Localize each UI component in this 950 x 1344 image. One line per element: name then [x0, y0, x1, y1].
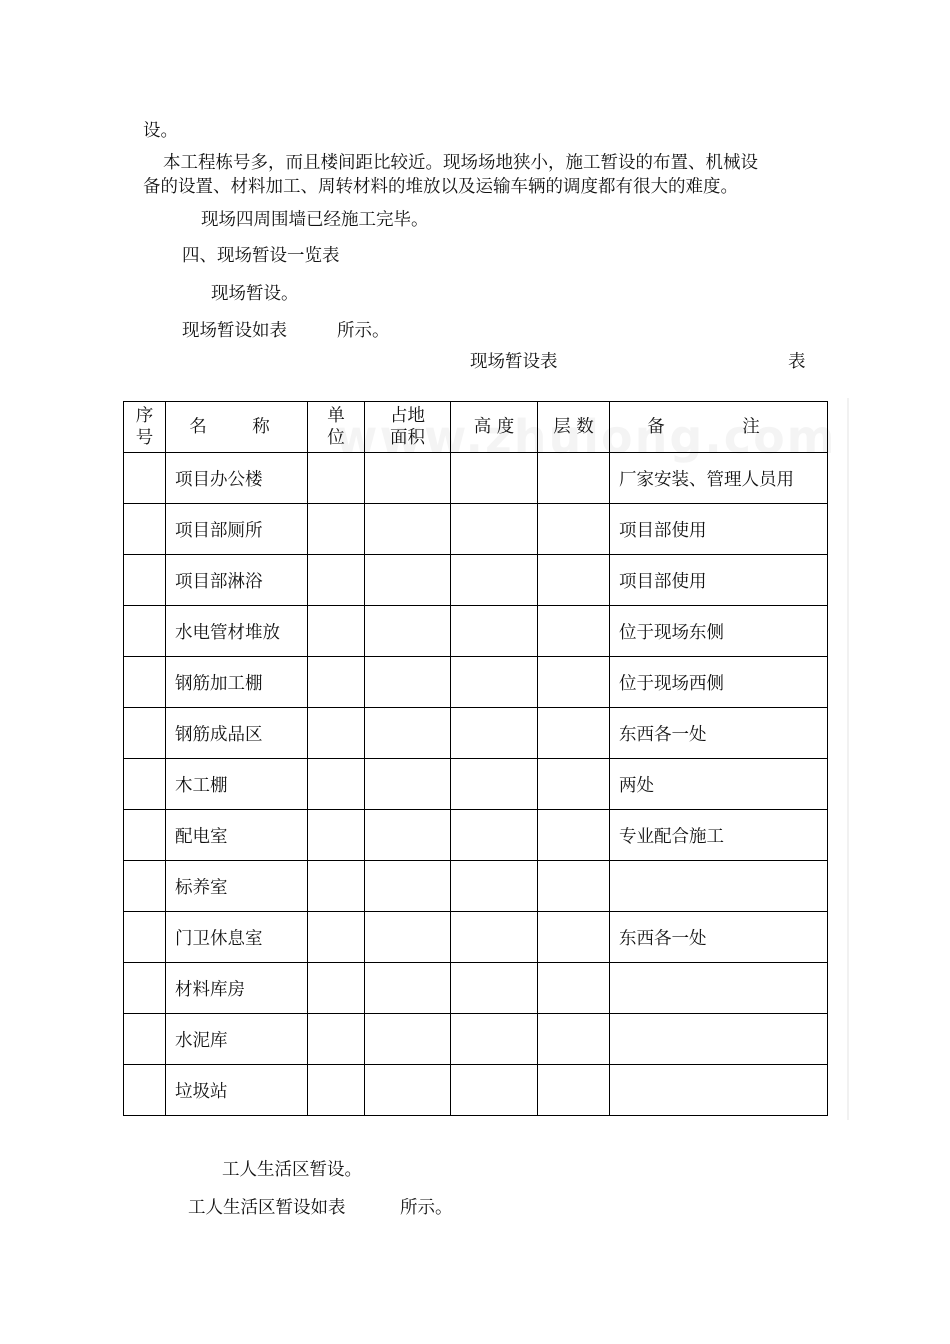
height-cell: [451, 606, 538, 657]
unit-cell: [308, 1014, 365, 1065]
name-cell: 标养室: [166, 861, 308, 912]
table-row: [124, 963, 828, 1014]
unit-cell: [308, 606, 365, 657]
seq-cell: [124, 708, 166, 759]
area-cell: [365, 555, 451, 606]
table-row: [124, 810, 828, 861]
table-row: [124, 504, 828, 555]
unit-cell: [308, 810, 365, 861]
area-cell: [365, 759, 451, 810]
height-cell: [451, 504, 538, 555]
remark-cell: 厂家安装、管理人员用: [610, 453, 828, 504]
unit-cell: [308, 861, 365, 912]
height-cell: [451, 963, 538, 1014]
table-header-row: [124, 402, 828, 453]
name-cell: 材料库房: [166, 963, 308, 1014]
floors-cell: [538, 759, 610, 810]
height-cell: [451, 1065, 538, 1116]
margin-line: [847, 398, 849, 1120]
unit-cell: [308, 708, 365, 759]
area-cell: [365, 963, 451, 1014]
name-cell: 水泥库: [166, 1014, 308, 1065]
section-heading: 四、现场暂设一览表: [182, 246, 340, 266]
name-cell: 垃圾站: [166, 1065, 308, 1116]
area-cell: [365, 861, 451, 912]
table-caption: 现场暂设表: [470, 352, 558, 372]
unit-cell: [308, 912, 365, 963]
seq-cell: [124, 1065, 166, 1116]
area-cell: [365, 453, 451, 504]
name-cell: 水电管材堆放: [166, 606, 308, 657]
table-row: [124, 912, 828, 963]
name-cell: 项目办公楼: [166, 453, 308, 504]
paragraph: 工人生活区暂设。: [222, 1160, 362, 1180]
unit-cell: [308, 1065, 365, 1116]
seq-cell: [124, 1014, 166, 1065]
floors-cell: [538, 606, 610, 657]
name-cell: 木工棚: [166, 759, 308, 810]
name-cell: 钢筋加工棚: [166, 657, 308, 708]
area-cell: [365, 657, 451, 708]
floors-cell: [538, 912, 610, 963]
area-cell: [365, 1065, 451, 1116]
height-cell: [451, 810, 538, 861]
header-remark: 备 注: [610, 402, 828, 453]
height-cell: [451, 657, 538, 708]
paragraph: 现场四周围墙已经施工完毕。: [201, 210, 429, 230]
seq-cell: [124, 504, 166, 555]
name-cell: 项目部淋浴: [166, 555, 308, 606]
seq-cell: [124, 657, 166, 708]
table-row: [124, 861, 828, 912]
paragraph-line: 本工程栋号多，而且楼间距比较近。现场场地狭小，施工暂设的布置、机械设: [163, 153, 758, 173]
floors-cell: [538, 708, 610, 759]
area-cell: [365, 912, 451, 963]
paragraph: 现场暂设。: [211, 284, 299, 304]
remark-cell: [610, 1014, 828, 1065]
paragraph-ref-tail: 所示。: [337, 321, 390, 341]
floors-cell: [538, 1065, 610, 1116]
remark-cell: [610, 963, 828, 1014]
unit-cell: [308, 657, 365, 708]
header-seq: 序 号: [124, 402, 166, 453]
remark-cell: 两处: [610, 759, 828, 810]
paragraph-line: 备的设置、材料加工、周转材料的堆放以及运输车辆的调度都有很大的难度。: [143, 177, 738, 197]
remark-cell: 位于现场东侧: [610, 606, 828, 657]
site-facilities-table: [123, 401, 828, 1116]
remark-cell: 专业配合施工: [610, 810, 828, 861]
table-row: [124, 708, 828, 759]
floors-cell: [538, 810, 610, 861]
table-row: [124, 1065, 828, 1116]
unit-cell: [308, 759, 365, 810]
table-row: [124, 759, 828, 810]
table-row: [124, 657, 828, 708]
height-cell: [451, 453, 538, 504]
paragraph-ref-tail: 所示。: [400, 1198, 453, 1218]
unit-cell: [308, 504, 365, 555]
seq-cell: [124, 810, 166, 861]
seq-cell: [124, 759, 166, 810]
area-cell: [365, 1014, 451, 1065]
name-cell: 项目部厕所: [166, 504, 308, 555]
seq-cell: [124, 963, 166, 1014]
paragraph-ref-text: 现场暂设如表: [182, 321, 287, 341]
height-cell: [451, 912, 538, 963]
paragraph-ref-text: 工人生活区暂设如表: [188, 1198, 346, 1218]
height-cell: [451, 861, 538, 912]
unit-cell: [308, 453, 365, 504]
unit-cell: [308, 555, 365, 606]
name-cell: 配电室: [166, 810, 308, 861]
seq-cell: [124, 912, 166, 963]
remark-cell: [610, 861, 828, 912]
seq-cell: [124, 861, 166, 912]
header-floors: 层 数: [538, 402, 610, 453]
seq-cell: [124, 453, 166, 504]
floors-cell: [538, 504, 610, 555]
height-cell: [451, 708, 538, 759]
table-row: [124, 453, 828, 504]
floors-cell: [538, 861, 610, 912]
name-cell: 门卫休息室: [166, 912, 308, 963]
remark-cell: 东西各一处: [610, 708, 828, 759]
height-cell: [451, 759, 538, 810]
remark-cell: 东西各一处: [610, 912, 828, 963]
header-name: 名 称: [166, 402, 308, 453]
table-row: [124, 606, 828, 657]
unit-cell: [308, 963, 365, 1014]
remark-cell: 位于现场西侧: [610, 657, 828, 708]
floors-cell: [538, 555, 610, 606]
remark-cell: 项目部使用: [610, 555, 828, 606]
area-cell: [365, 504, 451, 555]
table-row: [124, 555, 828, 606]
table-caption-label: 表: [788, 352, 806, 372]
header-area: 占地 面积: [365, 402, 451, 453]
floors-cell: [538, 1014, 610, 1065]
remark-cell: 项目部使用: [610, 504, 828, 555]
remark-cell: [610, 1065, 828, 1116]
area-cell: [365, 810, 451, 861]
seq-cell: [124, 555, 166, 606]
header-height: 高 度: [451, 402, 538, 453]
area-cell: [365, 708, 451, 759]
seq-cell: [124, 606, 166, 657]
floors-cell: [538, 657, 610, 708]
height-cell: [451, 555, 538, 606]
header-unit: 单 位: [308, 402, 365, 453]
floors-cell: [538, 453, 610, 504]
table-row: [124, 1014, 828, 1065]
height-cell: [451, 1014, 538, 1065]
floors-cell: [538, 963, 610, 1014]
area-cell: [365, 606, 451, 657]
paragraph-continuation: 设。: [143, 121, 178, 141]
name-cell: 钢筋成品区: [166, 708, 308, 759]
